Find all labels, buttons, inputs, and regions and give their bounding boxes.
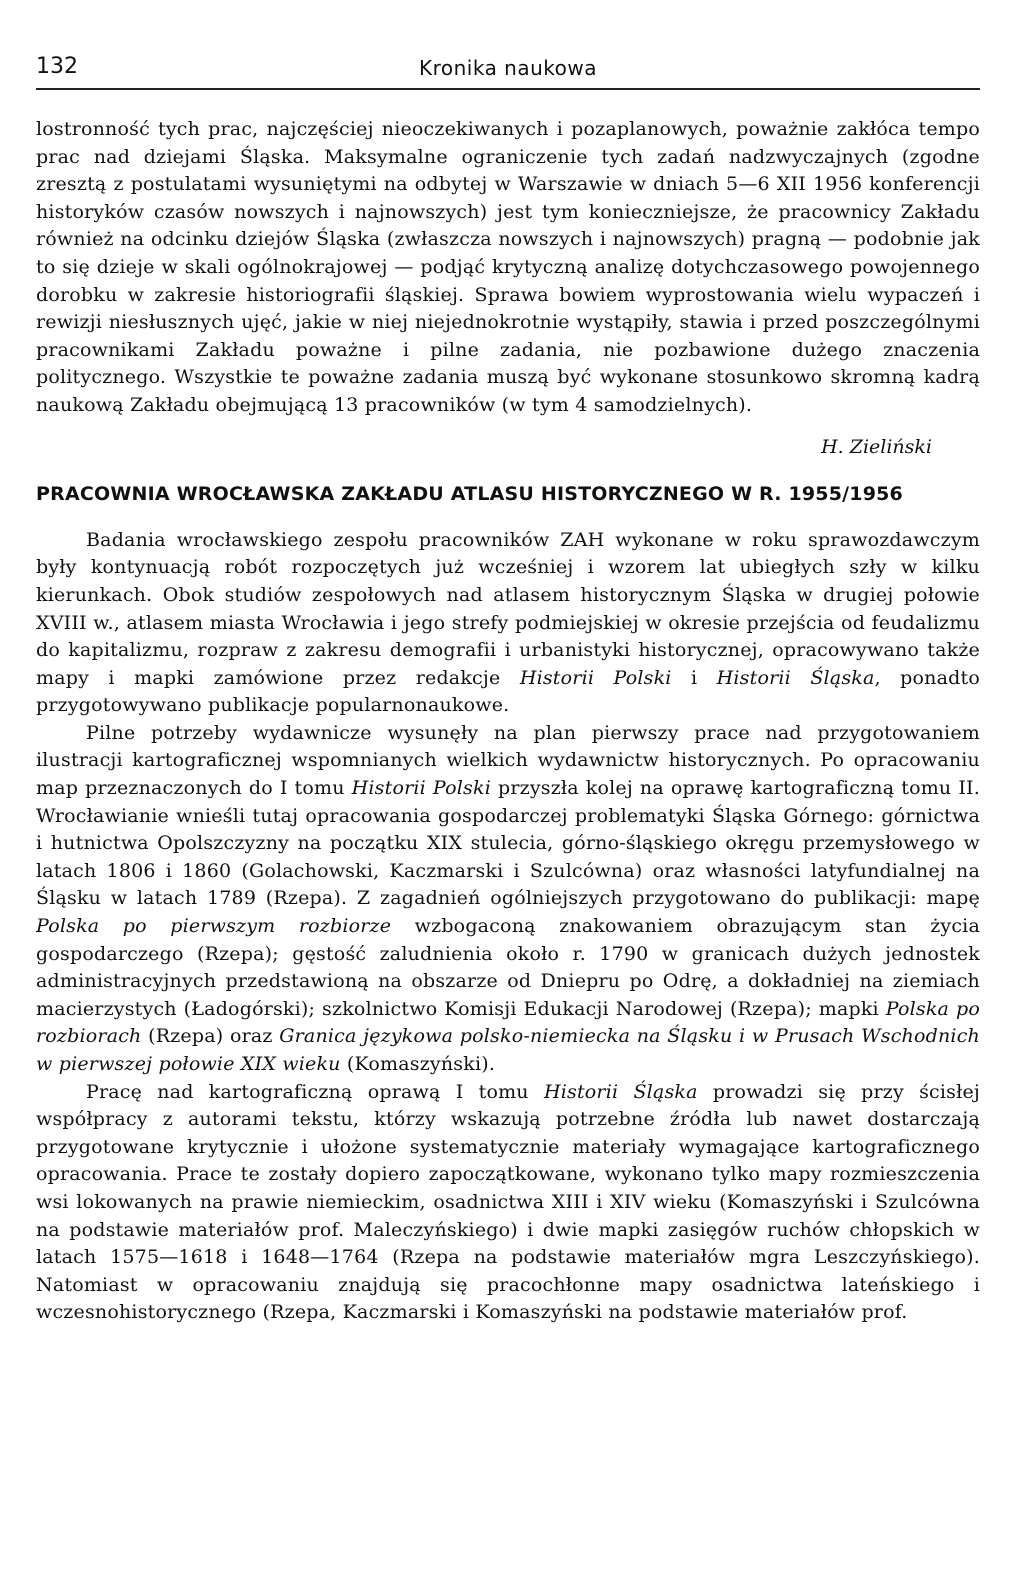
text-run: Pracę nad kartograficzną oprawą I tomu [86,1080,544,1103]
italic-title: Granica językowa polsko-niemiecka na Śląsku i w Prusach Wschodnich w pierwszej połowie XIX wieku [36,1025,980,1075]
italic-title: Historii Śląska [716,666,875,689]
page-number: 132 [36,54,78,79]
text-run: , ponadto przygotowywano publikacje popularnonaukowe. [36,666,980,717]
section-heading: PRACOWNIA WROCŁAWSKA ZAKŁADU ATLASU HISTORYCZNEGO W R. 1955/1956 [36,483,903,506]
article2-paragraph-2 [36,720,980,1079]
article1-paragraph: lostronność tych prac, najczęściej nieoczekiwanych i pozaplanowych, poważnie zakłóca tempo prac nad dziejami Śląska. Maksymalne ograniczenie tych zadań nadzwyczajnych (zgodne zresztą z postulatami wysuniętymi na odbytej w Warszawie w dniach 5—6 XII 1956 konferencji historyków czasów nowszych i najnowszych) jest tym konieczniejsze, że pracownicy Zakładu również na odcinku dziejów Śląska (zwłaszcza nowszych i najnowszych) pragną — podobnie jak to się dzieje w skali ogólnokrajowej — podjąć krytyczną analizę dotychczasowego powojennego dorobku w zakresie historiografii śląskiej. Sprawa bowiem wyprostowania wielu wypaczeń i rewizji niesłusznych ujęć, jakie w niej niejednokrotnie wystąpiły, stawia i przed poszczególnymi pracownikami Zakładu poważne i pilne zadania, nie pozbawione dużego znaczenia politycznego. Wszystkie te poważne zadania muszą być wykonane stosunkowo skromną kadrą naukową Zakładu obejmującą 13 pracowników (w tym 4 samodzielnych). [36,118,980,416]
italic-title: Historii Polski [351,777,491,800]
text-run: Pilne potrzeby wydawnicze wysunęły na plan pierwszy prace nad przygotowaniem ilustracji kartograficznej wspomnianych wielkich wydawnictw historycznych. Po opracowaniu map przeznaczonych do I tomu [36,721,980,800]
body-text [36,116,980,1327]
text-run: (Rzepa) oraz [141,1025,280,1048]
text-run: (Komaszyński). [340,1053,496,1075]
document-page [36,52,980,1327]
page-header [36,52,980,90]
text-run: prowadzi się przy ścisłej współpracy z autorami tekstu, którzy wskazują potrzebne źródła lub nawet dostarczają przygotowane krytycznie i ułożone systematycznie materiały wymagające kartograficznego opracowania. Prace te zostały dopiero zapoczątkowane, wykonano tylko mapy rozmieszczenia wsi lokowanych na prawie niemieckim, osadnictwa XIII i XIV wieku (Komaszyński i Szulcówna na podstawie materiałów prof. Maleczyńskiego) i dwie mapki zasięgów ruchów chłopskich w latach 1575—1618 i 1648—1764 (Rzepa na podstawie materiałów mgra Leszczyńskiego). Natomiast w opracowaniu znajdują się pracochłonne mapy osadnictwa lateńskiego i wczesnohistorycznego (Rzepa, Kaczmarski i Komaszyński na podstawie materiałów prof. [36,1080,980,1324]
article2-paragraph-3 [36,1079,980,1327]
text-run: Badania wrocławskiego zespołu pracowników ZAH wykonane w roku sprawozdawczym były kontynuacją robót rozpoczętych już wcześniej i wzorem lat ubiegłych szły w kilku kierunkach. Obok studiów zespołowych nad atlasem historycznym Śląska w drugiej połowie XVIII w., atlasem miasta Wrocławia i jego strefy podmiejskiej w okresie przejścia od feudalizmu do kapitalizmu, rozpraw z zakresu demografii i urbanistyki historycznej, opracowywano także mapy i mapki zamówione przez redakcje [36,528,980,689]
text-run: i [671,666,717,689]
text-run: przyszła kolej na oprawę kartograficzną tomu II. Wrocławianie wnieśli tutaj opracowania gospodarczej problematyki Śląska Górnego: górnictwa i hutnictwa Opolszczyzny na początku XIX stulecia, górno-śląskiego okręgu przemysłowego w latach 1806 i 1860 (Golachowski, Kaczmarski i Szulcówna) oraz własności latyfundialnej na Śląsku w latach 1789 (Rzepa). Z zagadnień ogólniejszych przygotowano do publikacji: mapę [36,777,980,910]
italic-title: Historii Śląska [543,1080,698,1103]
text-run: wzbogaconą znakowaniem obrazującym stan życia gospodarczego (Rzepa); gęstość zaludnienia około r. 1790 w granicach dużych jednostek administracyjnych przedstawioną na obszarze od Dniepru po Odrę, a dokładniej na ziemiach macierzystych (Ładogórski); szkolnictwo Komisji Edukacji Narodowej (Rzepa); mapki [36,915,980,1020]
running-title: Kronika naukowa [418,56,598,80]
author-signature: H. Zieliński [821,435,932,458]
italic-title: Polska po rozbiorach [36,997,980,1048]
article2-paragraph-1 [36,527,980,720]
italic-title: Historii Polski [519,666,672,689]
italic-title: Polska po pierwszym rozbiorze [36,915,392,938]
